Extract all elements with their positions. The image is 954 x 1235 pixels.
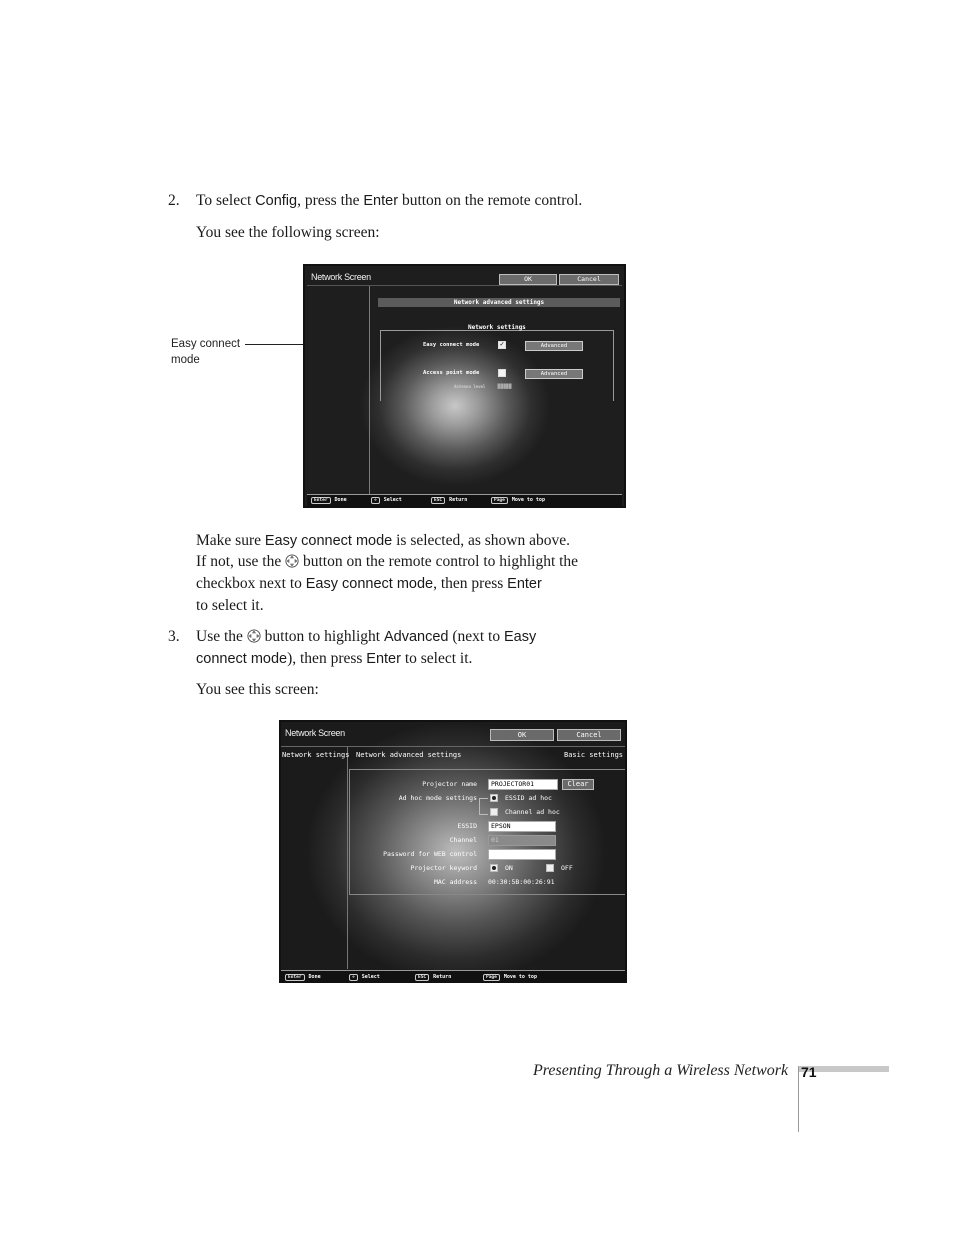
- key-hint-select: [349, 974, 380, 981]
- step3-line2: [196, 648, 472, 670]
- enter-term: Enter: [366, 651, 401, 667]
- advanced-term: Advanced: [383, 629, 449, 645]
- tab-network-settings[interactable]: Network settings: [282, 751, 350, 759]
- antenna-label: Antenna level: [454, 384, 486, 389]
- key-hint-label: Done: [308, 974, 321, 980]
- key-hint-label: Select: [383, 497, 402, 503]
- text: is selected, as shown above.: [392, 532, 571, 549]
- para-line2: [196, 551, 578, 573]
- dpad-icon: [285, 554, 299, 568]
- key-hint-label: Return: [449, 497, 468, 503]
- projector-name-label: Projector name: [422, 780, 477, 788]
- advanced-button-easy[interactable]: Advanced: [525, 341, 583, 351]
- channel-adhoc-label: Channel ad hoc: [505, 808, 560, 816]
- network-screen-2: [279, 720, 627, 983]
- key-label: Page: [491, 497, 508, 504]
- key-hint-return: [415, 974, 451, 981]
- callout-line2: mode: [171, 354, 200, 366]
- text: to select it.: [400, 650, 473, 667]
- divider: [307, 285, 622, 286]
- config-term: Config: [255, 193, 298, 209]
- key-hint-top: [491, 497, 545, 504]
- key-guide-bar: [307, 494, 622, 507]
- key-hint-top: [483, 974, 537, 981]
- access-point-checkbox[interactable]: [498, 369, 506, 377]
- screen-title: Network Screen: [311, 272, 371, 282]
- running-footer-title: Presenting Through a Wireless Network: [533, 1062, 789, 1079]
- keyword-off-radio[interactable]: [546, 864, 554, 872]
- easy-connect-label: Easy connect mode: [423, 342, 480, 348]
- key-hint-label: Move to top: [511, 497, 545, 503]
- key-label: Enter: [285, 974, 305, 981]
- easy-connect-term: Easy connect mode: [264, 533, 393, 549]
- key-guide-bar: [281, 970, 627, 983]
- text: , press the: [297, 192, 364, 209]
- para-line3: [196, 573, 542, 595]
- step2-line1: [196, 190, 582, 212]
- enter-term: Enter: [507, 576, 542, 592]
- essid-adhoc-radio[interactable]: [490, 794, 498, 802]
- enter-term: Enter: [363, 193, 399, 209]
- easy-connect-checkbox[interactable]: ✓: [499, 342, 505, 348]
- screen-title: Network Screen: [285, 728, 345, 738]
- key-label: ✣: [349, 974, 358, 981]
- text: checkbox next to: [196, 575, 306, 592]
- keyword-on-label: ON: [505, 864, 513, 872]
- key-hint-done: [311, 497, 347, 504]
- divider: [369, 286, 370, 494]
- mac-value: 00:30:5B:00:26:91: [488, 878, 555, 886]
- bracket: [479, 798, 488, 815]
- group-title: Network settings: [468, 324, 526, 331]
- channel-label: Channel: [449, 836, 477, 844]
- key-label: ESC: [431, 497, 445, 504]
- key-hint-select: [371, 497, 402, 504]
- text: To select: [196, 192, 256, 209]
- key-label: Page: [483, 974, 500, 981]
- step3-number: 3.: [168, 628, 180, 645]
- ok-button[interactable]: OK: [499, 274, 557, 285]
- access-point-label: Access point mode: [423, 370, 480, 376]
- essid-label: ESSID: [457, 822, 477, 830]
- callout-label: [171, 336, 240, 368]
- step3-line3: You see this screen:: [196, 681, 319, 698]
- projector-name-input[interactable]: PROJECTOR01: [488, 779, 558, 790]
- keyword-label: Projector keyword: [410, 864, 477, 872]
- tab-basic-settings[interactable]: Basic settings: [564, 751, 624, 759]
- page-number: 71: [801, 1064, 817, 1080]
- text: , then press: [433, 575, 508, 592]
- key-hint-label: Return: [433, 974, 452, 980]
- key-hint-label: Move to top: [503, 974, 537, 980]
- key-label: ✣: [371, 497, 380, 504]
- tab-network-advanced[interactable]: Network advanced settings: [356, 751, 462, 759]
- text: button on the remote control to highlight the: [299, 553, 579, 570]
- key-label: ESC: [415, 974, 429, 981]
- easy-connect-term: Easy connect mode: [305, 576, 434, 592]
- ok-button[interactable]: OK: [490, 729, 554, 741]
- cancel-button[interactable]: Cancel: [557, 729, 621, 741]
- keyword-on-radio[interactable]: [490, 864, 498, 872]
- section-header: Network advanced settings: [378, 298, 620, 307]
- text: ), then press: [287, 650, 367, 667]
- key-hint-return: [431, 497, 467, 504]
- text: Use the: [196, 628, 247, 645]
- para-line4: to select it.: [196, 597, 264, 614]
- easy-term: Easy: [503, 629, 537, 645]
- text: Make sure: [196, 532, 265, 549]
- network-screen-1: [303, 264, 626, 508]
- essid-adhoc-label: ESSID ad hoc: [505, 794, 552, 802]
- step2-number: 2.: [168, 192, 180, 209]
- advanced-button-access[interactable]: Advanced: [525, 369, 583, 379]
- keyword-off-label: OFF: [561, 864, 573, 872]
- text: (next to: [448, 628, 504, 645]
- mac-label: MAC address: [433, 878, 477, 886]
- footer-divider: [798, 1066, 799, 1132]
- clear-button[interactable]: Clear: [562, 779, 594, 790]
- password-input[interactable]: [488, 849, 556, 860]
- key-hint-done: [285, 974, 321, 981]
- para-line1: [196, 530, 570, 552]
- text: button to highlight: [260, 628, 384, 645]
- dpad-icon: [247, 629, 261, 643]
- cancel-button[interactable]: Cancel: [559, 274, 619, 285]
- channel-input[interactable]: 01: [488, 835, 556, 846]
- key-hint-label: Done: [334, 497, 347, 503]
- text: If not, use the: [196, 553, 286, 570]
- step2-line2: You see the following screen:: [196, 224, 380, 241]
- channel-adhoc-radio[interactable]: [490, 808, 498, 816]
- connect-mode-term: connect mode: [196, 651, 288, 667]
- divider: [347, 747, 348, 969]
- essid-input[interactable]: EPSON: [488, 821, 556, 832]
- password-label: Password for WEB control: [383, 850, 477, 858]
- text: button on the remote control.: [398, 192, 583, 209]
- adhoc-label: Ad hoc mode settings: [398, 794, 477, 802]
- callout-line1: Easy connect: [171, 338, 241, 350]
- divider: [281, 746, 627, 747]
- key-hint-label: Select: [361, 974, 380, 980]
- step3-line1: [196, 626, 536, 648]
- key-label: Enter: [311, 497, 331, 504]
- antenna-level-bars: ▮▮▮▮▮: [497, 382, 512, 390]
